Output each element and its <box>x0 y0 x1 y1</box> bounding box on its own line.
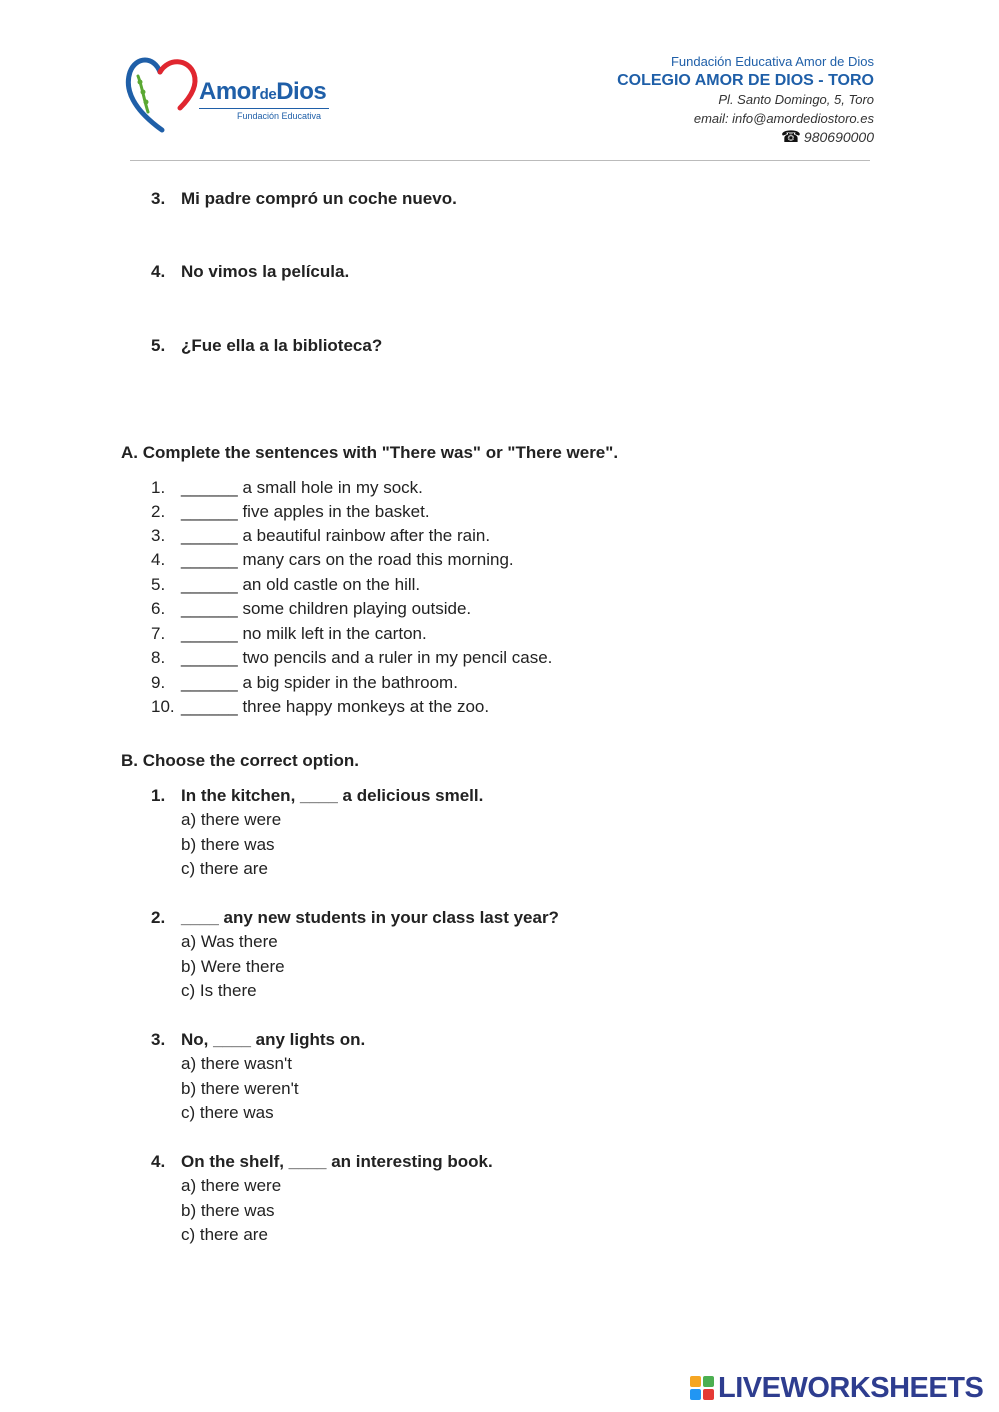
item-text: ______ two pencils and a ruler in my pencil case. <box>181 648 553 667</box>
item-text: ¿Fue ella a la biblioteca? <box>181 336 383 355</box>
item-text: ______ a big spider in the bathroom. <box>181 673 458 692</box>
item-number: 10. <box>151 697 175 716</box>
option: c) Is there <box>181 981 257 1000</box>
fill-item <box>0 502 999 522</box>
question-number: 4. <box>151 1152 166 1171</box>
item-text: ______ five apples in the basket. <box>181 502 430 521</box>
item-number: 2. <box>151 502 166 521</box>
fill-item <box>0 624 999 644</box>
question-text: ____ any new students in your class last year? <box>181 908 559 927</box>
item-number: 1. <box>151 478 166 497</box>
option: c) there are <box>181 1225 268 1244</box>
question-text: In the kitchen, ____ a delicious smell. <box>181 786 484 805</box>
option: a) there were <box>181 810 282 829</box>
school-phone: 980690000 <box>803 129 874 145</box>
item-number: 6. <box>151 599 166 618</box>
option: b) Were there <box>181 957 285 976</box>
option: b) there was <box>181 1201 275 1220</box>
question-number: 2. <box>151 908 166 927</box>
section-a-title: A. Complete the sentences with "There was" or "There were". <box>121 443 619 462</box>
fill-item <box>0 575 999 595</box>
school-email: email: info@amordediostoro.es <box>693 111 874 126</box>
item-text: ______ no milk left in the carton. <box>181 624 427 643</box>
header-divider <box>130 160 870 161</box>
item-number: 8. <box>151 648 166 667</box>
item-number: 3. <box>151 189 166 208</box>
question <box>0 908 999 928</box>
item-number: 3. <box>151 526 166 545</box>
option: a) Was there <box>181 932 278 951</box>
logo-underline <box>199 108 329 109</box>
school-contact-block <box>617 52 874 147</box>
fill-item <box>0 673 999 693</box>
fill-item <box>0 526 999 546</box>
question-number: 3. <box>151 1030 166 1049</box>
liveworksheets-logo-icon <box>690 1376 714 1400</box>
translate-item <box>0 336 999 356</box>
question-text: On the shelf, ____ an interesting book. <box>181 1152 493 1171</box>
item-number: 5. <box>151 336 166 355</box>
item-number: 4. <box>151 262 166 281</box>
fill-item <box>0 599 999 619</box>
section-b-title: B. Choose the correct option. <box>121 751 360 770</box>
logo-subtitle: Fundación Educativa <box>237 111 322 121</box>
fill-item <box>0 478 999 498</box>
option: c) there are <box>181 859 268 878</box>
school-name: COLEGIO AMOR DE DIOS - TORO <box>617 72 874 89</box>
question <box>0 1152 999 1172</box>
foundation-name: Fundación Educativa Amor de Dios <box>670 54 874 69</box>
option: c) there was <box>181 1103 274 1122</box>
item-number: 7. <box>151 624 166 643</box>
logo-wordmark: AmordeDios <box>199 78 327 105</box>
school-address: Pl. Santo Domingo, 5, Toro <box>718 92 874 107</box>
fill-item <box>0 648 999 668</box>
item-text: ______ many cars on the road this morning. <box>181 550 514 569</box>
question-text: No, ____ any lights on. <box>181 1030 366 1049</box>
translate-item <box>0 189 999 209</box>
question-number: 1. <box>151 786 166 805</box>
fill-item <box>0 550 999 570</box>
school-phone-line <box>617 128 874 147</box>
heart-logo-icon <box>124 52 204 142</box>
option: a) there wasn't <box>181 1054 292 1073</box>
item-number: 4. <box>151 550 166 569</box>
item-text: ______ three happy monkeys at the zoo. <box>181 697 490 716</box>
item-text: ______ some children playing outside. <box>181 599 472 618</box>
liveworksheets-wordmark: LIVEWORKSHEETS <box>718 1372 984 1404</box>
item-text: No vimos la película. <box>181 262 350 281</box>
option: b) there weren't <box>181 1079 299 1098</box>
item-text: ______ an old castle on the hill. <box>181 575 421 594</box>
translate-item <box>0 262 999 282</box>
option: a) there were <box>181 1176 282 1195</box>
item-number: 5. <box>151 575 166 594</box>
item-number: 9. <box>151 673 166 692</box>
phone-icon: ☎ <box>780 129 801 146</box>
item-text: ______ a beautiful rainbow after the rain. <box>181 526 491 545</box>
school-logo <box>124 52 344 142</box>
option: b) there was <box>181 835 275 854</box>
question <box>0 1030 999 1050</box>
item-text: ______ a small hole in my sock. <box>181 478 423 497</box>
fill-item <box>0 697 999 717</box>
question <box>0 786 999 806</box>
item-text: Mi padre compró un coche nuevo. <box>181 189 457 208</box>
